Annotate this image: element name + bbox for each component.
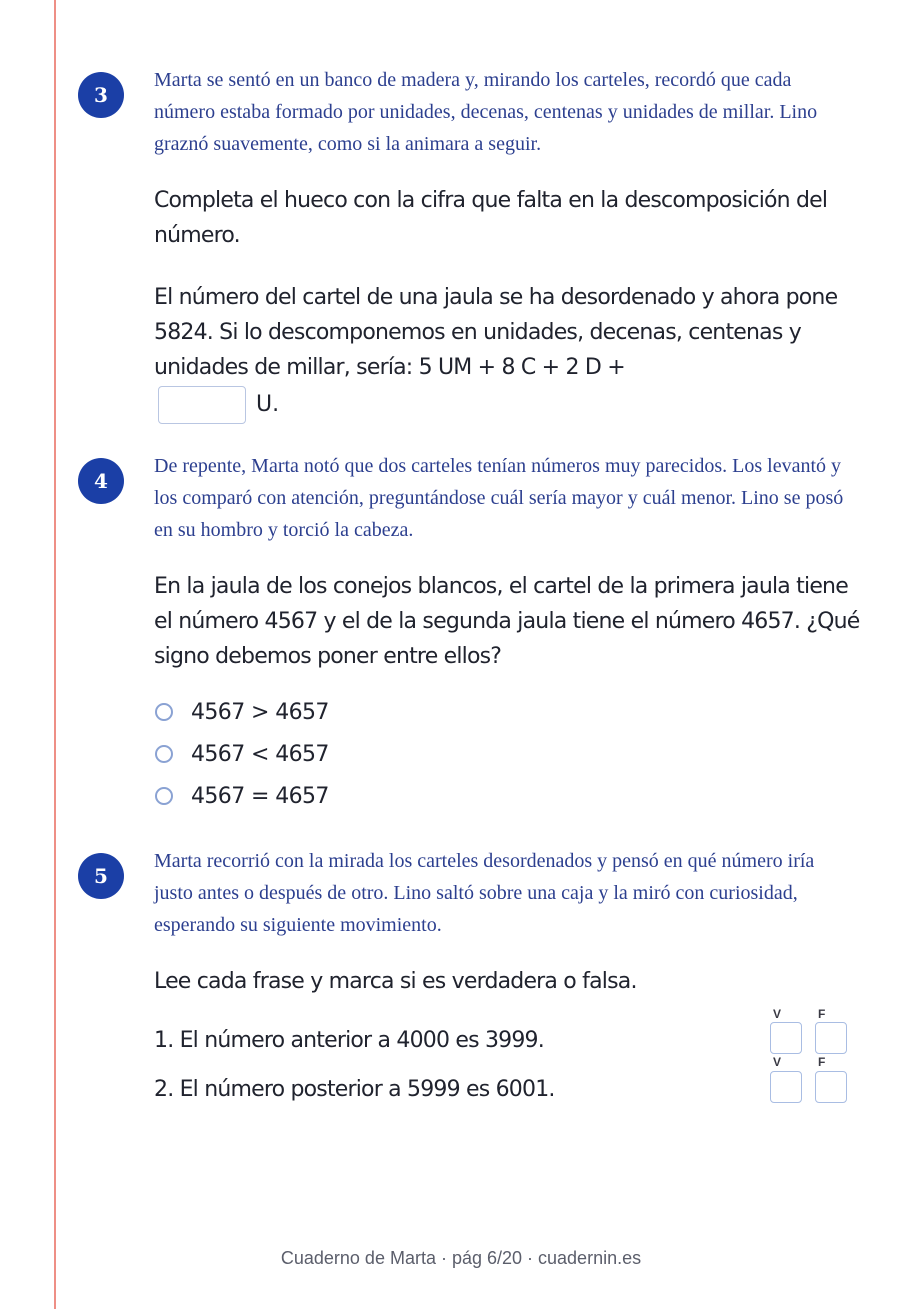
true-checkbox[interactable] [770,1022,802,1054]
option-greater[interactable] [155,697,329,727]
page-footer: Cuaderno de Marta · pág 6/20 · cuadernin.es [280,1248,642,1268]
false-column-label: F [818,1055,826,1069]
true-checkbox[interactable] [770,1071,802,1103]
instruction-text: Lee cada frase y marca si es verdadera o falsa. [154,969,637,994]
statement-2: 2. El número posterior a 5999 es 6001. [154,1077,555,1102]
radio-button[interactable] [155,703,173,721]
question-number-badge: 3 [78,72,124,118]
instruction-text: Completa el hueco con la cifra que falta en la descomposición del número. [154,188,828,248]
option-equal[interactable] [155,781,329,811]
question-number-badge: 5 [78,853,124,899]
problem-text: En la jaula de los conejos blancos, el cartel de la primera jaula tiene el número 4567 y el de la segunda jaula tiene el número 4657. ¿Qué signo debemos poner entre ellos? [154,574,860,669]
statement-1: 1. El número anterior a 4000 es 3999. [154,1028,544,1053]
option-label: 4567 = 4657 [191,783,329,809]
option-less[interactable] [155,739,329,769]
true-column-label: V [773,1007,782,1021]
option-label: 4567 < 4657 [191,741,329,767]
problem-text: El número del cartel de una jaula se ha desordenado y ahora pone 5824. Si lo descomponemos en unidades, decenas, centenas y unidades de millar, sería: 5 UM + 8 C + 2 D + [154,285,838,380]
false-column-label: F [818,1007,826,1021]
option-label: 4567 > 4657 [191,699,329,725]
true-column-label: V [773,1055,782,1069]
question-number-badge: 4 [78,458,124,504]
answer-input-box[interactable] [158,386,246,424]
unit-label: U. [256,392,280,417]
story-paragraph: De repente, Marta notó que dos carteles tenían números muy parecidos. Los levantó y los comparó con atención, preguntándose cuál sería mayor y cuál menor. Lino se posó en su hombro y torció la cabeza. [154,455,844,541]
margin-line [54,0,56,1309]
false-checkbox[interactable] [815,1022,847,1054]
radio-button[interactable] [155,787,173,805]
story-paragraph: Marta recorrió con la mirada los carteles desordenados y pensó en qué número iría justo antes o después de otro. Lino saltó sobre una caja y la miró con curiosidad, esperando su siguiente movimiento. [154,850,815,936]
radio-button[interactable] [155,745,173,763]
story-paragraph: Marta se sentó en un banco de madera y, mirando los carteles, recordó que cada número estaba formado por unidades, decenas, centenas y unidades de millar. Lino graznó suavemente, como si la animara a seguir. [154,69,818,155]
false-checkbox[interactable] [815,1071,847,1103]
